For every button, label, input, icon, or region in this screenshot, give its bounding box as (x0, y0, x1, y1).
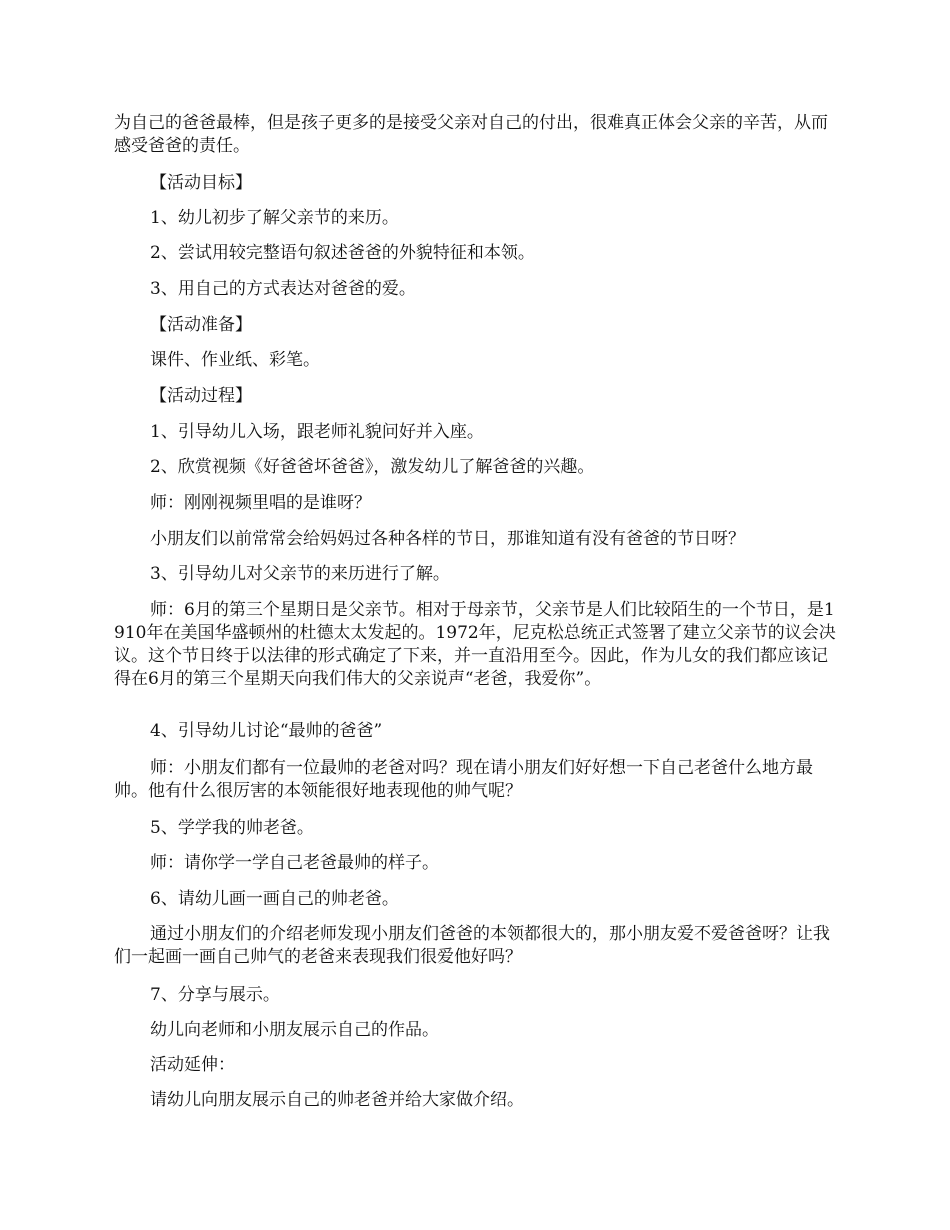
teacher-question: 师：刚刚视频里唱的是谁呀？ (150, 493, 371, 513)
process-step-4: 4、引导幼儿讨论“最帅的爸爸” (150, 721, 383, 741)
section-heading-process: 【活动过程】 (150, 386, 252, 406)
intro-paragraph: 为自己的爸爸最棒，但是孩子更多的是接受父亲对自己的付出，很难真正体会父亲的辛苦，从而感受爸爸的责任。 (114, 113, 828, 156)
fathers-day-history: 师：6月的第三个星期日是父亲节。相对于母亲节，父亲节是人们比较陌生的一个节日，是1910年在美国华盛顿州的杜德太太发起的。1972年，尼克松总统正式签署了建立父亲节的议会决议。这个节日终于以法律的形式确定了下来，并一直沿用至今。因此，作为儿女的我们都应该记得在6月的第三个星期天向我们伟大的父亲说声“老爸，我爱你”。 (114, 600, 836, 689)
process-step-3: 3、引导幼儿对父亲节的来历进行了解。 (150, 564, 450, 584)
sharing-text: 幼儿向老师和小朋友展示自己的作品。 (150, 1020, 439, 1040)
process-step-1: 1、引导幼儿入场，跟老师礼貌问好并入座。 (150, 422, 484, 442)
goal-item-3: 3、用自己的方式表达对爸爸的爱。 (150, 279, 416, 299)
process-step-6: 6、请幼儿画一画自己的帅老爸。 (150, 889, 399, 909)
children-question: 小朋友们以前常常会给妈妈过各种各样的节日，那谁知道有没有爸爸的节日呀？ (150, 529, 745, 549)
process-step-7: 7、分享与展示。 (150, 985, 280, 1005)
teacher-instruction: 师：请你学一学自己老爸最帅的样子。 (150, 853, 439, 873)
section-heading-goals: 【活动目标】 (150, 173, 252, 193)
preparation-text: 课件、作业纸、彩笔。 (150, 350, 320, 370)
extension-heading: 活动延伸： (150, 1055, 235, 1075)
drawing-introduction: 通过小朋友们的介绍老师发现小朋友们爸爸的本领都很大的，那小朋友爱不爱爸爸呀？让我们一起画一画自己帅气的老爸来表现我们很爱他好吗？ (114, 924, 830, 967)
extension-text: 请幼儿向朋友展示自己的帅老爸并给大家做介绍。 (150, 1090, 524, 1110)
goal-item-2: 2、尝试用较完整语句叙述爸爸的外貌特征和本领。 (150, 243, 535, 263)
goal-item-1: 1、幼儿初步了解父亲节的来历。 (150, 208, 399, 228)
process-step-2: 2、欣赏视频《好爸爸坏爸爸》，激发幼儿了解爸爸的兴趣。 (150, 457, 595, 477)
teacher-discussion: 师：小朋友们都有一位最帅的老爸对吗？现在请小朋友们好好想一下自己老爸什么地方最帅。他有什么很厉害的本领能很好地表现他的帅气呢？ (114, 758, 813, 801)
process-step-5: 5、学学我的帅老爸。 (150, 818, 314, 838)
section-heading-preparation: 【活动准备】 (150, 315, 252, 335)
